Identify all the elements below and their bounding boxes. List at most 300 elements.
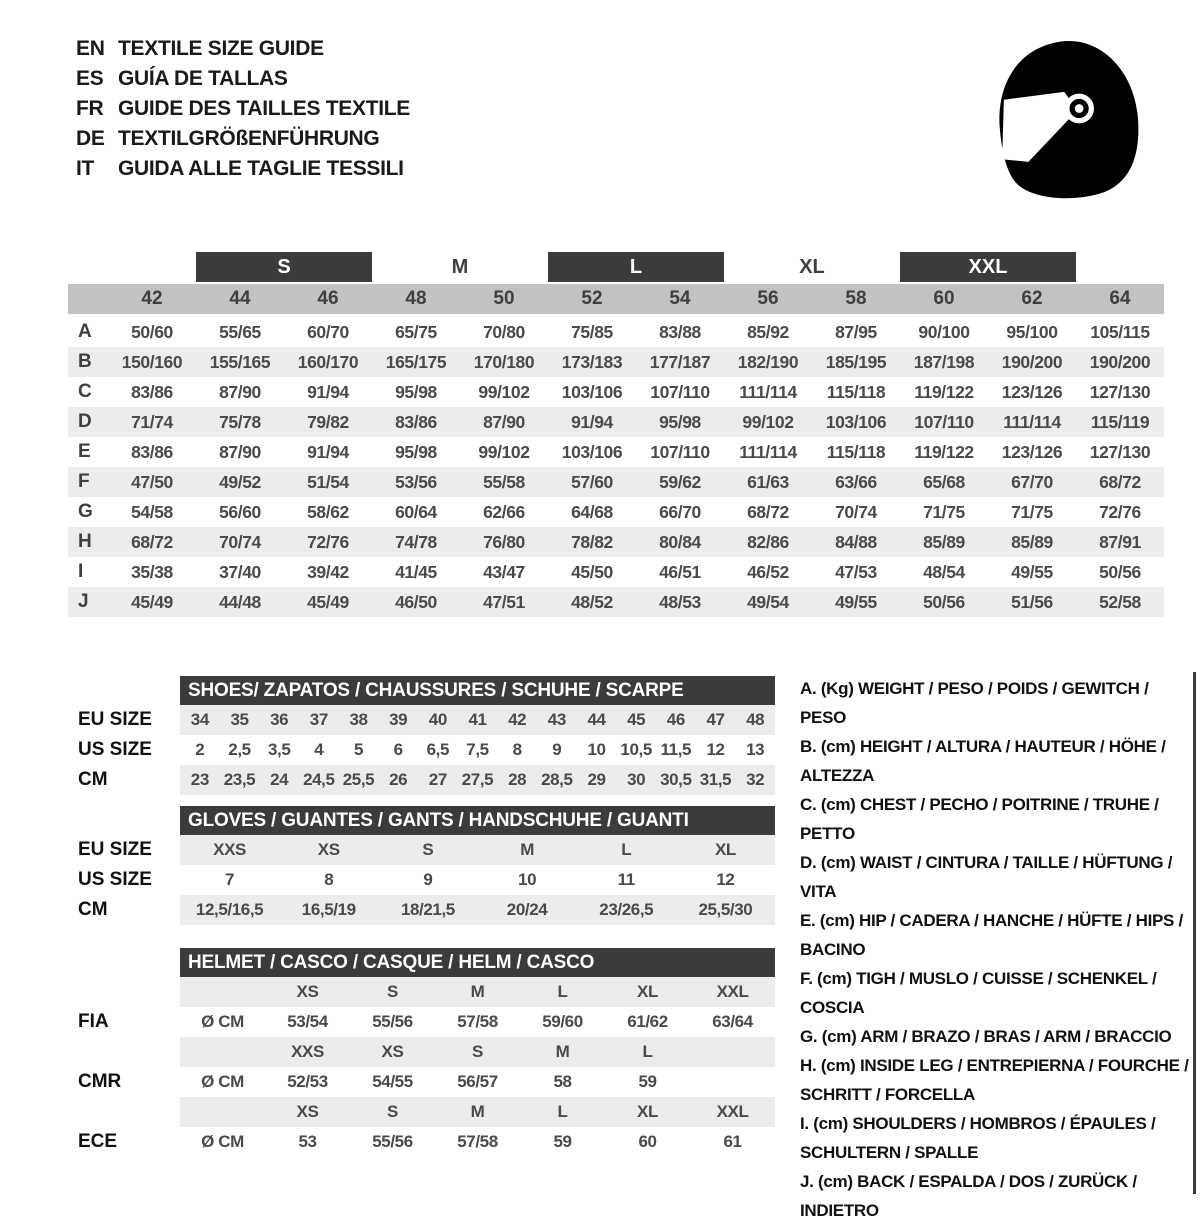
measurement-value-cell: 48/53 xyxy=(659,592,701,612)
gloves-table-body xyxy=(68,835,775,925)
measurement-value-cell: 46/50 xyxy=(395,592,437,612)
measurement-value-cell: 85/92 xyxy=(747,322,789,342)
measurement-value-cell: 70/80 xyxy=(483,322,525,342)
shoe-size-cell: 45 xyxy=(616,705,656,735)
language-code: EN xyxy=(76,37,105,60)
shoe-size-cell: 41 xyxy=(458,705,498,735)
guide-title: GUIDE DES TAILLES TEXTILE xyxy=(118,97,410,120)
table-row xyxy=(68,1097,775,1127)
helmet-size-cell: L xyxy=(520,1097,605,1127)
helmet-size-table xyxy=(68,948,775,1157)
measurement-row-key: J xyxy=(78,591,89,612)
table-row xyxy=(68,1067,775,1097)
standard-label xyxy=(68,1037,180,1067)
measurement-value-cell: 83/86 xyxy=(395,412,437,432)
measurement-value-cell: 50/60 xyxy=(131,322,173,342)
size-group-label: S xyxy=(196,252,372,282)
shoe-size-cell: 23,5 xyxy=(220,765,260,795)
glove-size-cell: XS xyxy=(279,835,378,865)
measurement-value-cell: 187/198 xyxy=(913,352,975,372)
shoe-size-cell: 47 xyxy=(696,705,736,735)
helmet-size-cell: XL xyxy=(605,1097,690,1127)
helmet-size-cell: 60 xyxy=(638,1132,657,1151)
helmet-size-cell xyxy=(690,1037,775,1067)
table-row xyxy=(68,765,775,795)
glove-size-cell: 18/21,5 xyxy=(378,895,477,925)
size-group-label: XL xyxy=(799,255,825,278)
table-row xyxy=(68,1037,775,1067)
row-label: CM xyxy=(78,769,108,790)
measurement-value-cell: 78/82 xyxy=(571,532,613,552)
helmet-size-cell xyxy=(180,977,265,1007)
measurement-value-cell: 65/68 xyxy=(923,472,965,492)
measurement-value-cell: 99/102 xyxy=(478,382,530,402)
size-group-header-row xyxy=(68,252,1164,282)
measurement-row-key: C xyxy=(78,381,92,402)
shoe-size-cell: 32 xyxy=(735,765,775,795)
measurement-row-key: H xyxy=(78,531,92,552)
helmet-size-cell xyxy=(180,1037,265,1067)
shoe-size-cell: 24,5 xyxy=(299,765,339,795)
measurement-value-cell: 111/114 xyxy=(739,382,797,402)
shoe-size-cell: 24 xyxy=(259,765,299,795)
shoe-size-cell: 36 xyxy=(259,705,299,735)
shoe-size-cell: 43 xyxy=(537,705,577,735)
helmet-size-cell: 59/60 xyxy=(542,1012,583,1031)
measurement-row-key: I xyxy=(78,561,84,582)
measurement-value-cell: 45/49 xyxy=(307,592,349,612)
measurement-value-cell: 95/98 xyxy=(659,412,701,432)
measurement-value-cell: 190/200 xyxy=(1001,352,1063,372)
helmet-size-cell: S xyxy=(350,1097,435,1127)
shoe-size-cell: 9 xyxy=(552,740,562,759)
measurement-value-cell: 53/56 xyxy=(395,472,437,492)
measurement-value-cell: 165/175 xyxy=(385,352,447,372)
legend-entry: I. (cm) SHOULDERS / HOMBROS / ÉPAULES / SCHULTERN / SPALLE xyxy=(800,1114,1156,1162)
shoe-size-cell: 46 xyxy=(656,705,696,735)
helmet-size-cell: 56/57 xyxy=(457,1072,498,1091)
helmet-size-cell: 55/56 xyxy=(372,1012,413,1031)
measurement-value-cell: 60/64 xyxy=(395,502,437,522)
helmet-table-title: HELMET / CASCO / CASQUE / HELM / CASCO xyxy=(180,948,775,977)
measurement-value-cell: 91/94 xyxy=(307,442,349,462)
helmet-size-cell: L xyxy=(605,1037,690,1067)
measurement-value-cell: 72/76 xyxy=(307,532,349,552)
shoe-size-cell: 5 xyxy=(353,740,364,759)
measurement-value-cell: 64/68 xyxy=(571,502,613,522)
numeric-size-label: 58 xyxy=(845,288,867,309)
measurement-value-cell: 103/106 xyxy=(825,412,887,432)
measurement-value-cell: 71/75 xyxy=(923,502,965,522)
measurement-value-cell: 190/200 xyxy=(1089,352,1151,372)
shoe-size-cell: 8 xyxy=(512,740,522,759)
shoe-size-cell: 23 xyxy=(180,765,220,795)
helmet-size-cell: 61 xyxy=(723,1132,742,1151)
measurement-value-cell: 87/90 xyxy=(219,382,261,402)
measurement-value-cell: 68/72 xyxy=(747,502,789,522)
measurement-value-cell: 83/86 xyxy=(131,442,173,462)
measurement-value-cell: 49/54 xyxy=(747,592,789,612)
measurement-value-cell: 70/74 xyxy=(835,502,877,522)
measurement-value-cell: 65/75 xyxy=(395,322,437,342)
measurement-value-cell: 50/56 xyxy=(923,592,965,612)
legend-entry: G. (cm) ARM / BRAZO / BRAS / ARM / BRACCIO xyxy=(800,1027,1172,1046)
helmet-size-cell: Ø CM xyxy=(201,1012,244,1031)
shoe-size-cell: 38 xyxy=(339,705,379,735)
shoe-size-cell: 3,5 xyxy=(267,740,291,759)
numeric-size-label: 60 xyxy=(933,288,955,309)
measurement-value-cell: 185/195 xyxy=(825,352,887,372)
measurement-value-cell: 51/56 xyxy=(1011,592,1053,612)
measurement-value-cell: 75/78 xyxy=(219,412,261,432)
helmet-size-cell: 54/55 xyxy=(372,1072,413,1091)
shoe-size-cell: 34 xyxy=(180,705,220,735)
table-row xyxy=(68,835,775,865)
glove-size-cell: 20/24 xyxy=(477,895,576,925)
helmet-size-cell: 58 xyxy=(553,1072,572,1091)
measurement-value-cell: 119/122 xyxy=(914,442,974,462)
shoe-size-cell: 26 xyxy=(378,765,418,795)
measurement-value-cell: 45/50 xyxy=(571,562,613,582)
measurement-value-cell: 84/88 xyxy=(835,532,877,552)
helmet-size-cell: XL xyxy=(605,977,690,1007)
measurement-value-cell: 150/160 xyxy=(121,352,183,372)
measurement-value-cell: 95/98 xyxy=(395,382,437,402)
glove-size-cell: 25,5/30 xyxy=(676,895,775,925)
measurement-value-cell: 107/110 xyxy=(650,442,710,462)
table-row xyxy=(68,347,1164,377)
shoe-size-cell: 12 xyxy=(706,740,725,759)
shoe-size-cell: 28 xyxy=(497,765,537,795)
measurement-value-cell: 37/40 xyxy=(219,562,261,582)
table-row xyxy=(68,587,1164,617)
shoe-size-cell: 27,5 xyxy=(458,765,498,795)
measurement-value-cell: 51/54 xyxy=(307,472,349,492)
measurement-value-cell: 50/56 xyxy=(1099,562,1141,582)
language-title-row xyxy=(76,154,410,184)
table-row xyxy=(68,377,1164,407)
row-label: EU SIZE xyxy=(78,709,152,730)
shoe-size-cell: 37 xyxy=(299,705,339,735)
legend-entry: B. (cm) HEIGHT / ALTURA / HAUTEUR / HÖHE / ALTEZZA xyxy=(800,737,1166,785)
measurement-value-cell: 55/58 xyxy=(483,472,525,492)
glove-size-cell: 9 xyxy=(423,870,433,889)
measurement-value-cell: 66/70 xyxy=(659,502,701,522)
measurement-value-cell: 48/52 xyxy=(571,592,613,612)
measurement-row-key: A xyxy=(78,321,92,342)
glove-size-cell: XL xyxy=(676,835,775,865)
guide-title: GUIDA ALLE TAGLIE TESSILI xyxy=(118,157,404,180)
measurement-value-cell: 95/100 xyxy=(1006,322,1058,342)
language-title-row xyxy=(76,94,410,124)
shoes-table-title: SHOES/ ZAPATOS / CHAUSSURES / SCHUHE / SCARPE xyxy=(180,676,775,705)
numeric-size-label: 46 xyxy=(317,288,339,309)
glove-size-cell: 8 xyxy=(324,870,334,889)
table-row xyxy=(68,977,775,1007)
shoe-size-cell: 42 xyxy=(497,705,537,735)
language-title-row xyxy=(76,124,410,154)
shoes-table-body xyxy=(68,705,775,795)
glove-size-cell: 12,5/16,5 xyxy=(180,895,279,925)
legend-entry: D. (cm) WAIST / CINTURA / TAILLE / HÜFTUNG / VITA xyxy=(800,853,1173,901)
row-label: CM xyxy=(78,899,108,920)
measurement-value-cell: 68/72 xyxy=(131,532,173,552)
measurement-value-cell: 91/94 xyxy=(571,412,613,432)
legend-entry: A. (Kg) WEIGHT / PESO / POIDS / GEWITCH / PESO xyxy=(800,679,1149,727)
table-row xyxy=(68,895,775,925)
measurement-value-cell: 58/62 xyxy=(307,502,349,522)
shoe-size-cell: 2,5 xyxy=(228,740,251,759)
standard-label: CMR xyxy=(78,1071,122,1092)
size-table-body xyxy=(68,317,1164,617)
helmet-size-cell: Ø CM xyxy=(201,1132,244,1151)
helmet-size-cell xyxy=(180,1097,265,1127)
helmet-size-cell: XS xyxy=(265,977,350,1007)
glove-size-cell: 12 xyxy=(716,870,735,889)
helmet-size-cell: 61/62 xyxy=(627,1012,668,1031)
shoes-size-table xyxy=(68,676,775,795)
helmet-size-cell: S xyxy=(435,1037,520,1067)
glove-size-cell: 11 xyxy=(617,870,635,889)
measurement-value-cell: 62/66 xyxy=(483,502,525,522)
table-row xyxy=(68,1007,775,1037)
measurement-value-cell: 67/70 xyxy=(1011,472,1053,492)
measurement-value-cell: 107/110 xyxy=(650,382,710,402)
measurement-value-cell: 155/165 xyxy=(209,352,271,372)
measurement-row-key: D xyxy=(78,411,92,432)
language-title-row xyxy=(76,34,410,64)
standard-label: ECE xyxy=(78,1131,118,1152)
shoe-size-cell: 39 xyxy=(378,705,418,735)
helmet-size-cell: M xyxy=(435,977,520,1007)
measurement-value-cell: 90/100 xyxy=(918,322,970,342)
measurement-value-cell: 173/183 xyxy=(561,352,623,372)
table-row xyxy=(68,735,775,765)
racing-helmet-icon xyxy=(975,28,1150,203)
shoe-size-cell: 29 xyxy=(577,765,617,795)
measurement-value-cell: 82/86 xyxy=(747,532,789,552)
shoe-size-cell: 10,5 xyxy=(620,740,652,759)
measurement-value-cell: 76/80 xyxy=(483,532,525,552)
measurement-value-cell: 177/187 xyxy=(649,352,711,372)
shoe-size-cell: 7,5 xyxy=(466,740,489,759)
helmet-size-cell: 52/53 xyxy=(287,1072,328,1091)
measurement-value-cell: 46/51 xyxy=(659,562,701,582)
guide-title: TEXTILGRÖßENFÜHRUNG xyxy=(118,127,380,150)
table-row xyxy=(68,317,1164,347)
legend-entry: J. (cm) BACK / ESPALDA / DOS / ZURÜCK / INDIETRO xyxy=(800,1172,1137,1220)
measurement-value-cell: 59/62 xyxy=(659,472,701,492)
measurement-value-cell: 182/190 xyxy=(737,352,799,372)
measurement-value-cell: 47/53 xyxy=(835,562,877,582)
measurement-row-key: E xyxy=(78,441,91,462)
helmet-size-cell: 63/64 xyxy=(712,1012,753,1031)
measurement-legend xyxy=(800,674,1198,1225)
measurement-value-cell: 70/74 xyxy=(219,532,261,552)
measurement-value-cell: 127/130 xyxy=(1089,442,1151,462)
helmet-size-cell: XS xyxy=(265,1097,350,1127)
table-row xyxy=(68,527,1164,557)
helmet-size-cell: 59 xyxy=(638,1072,657,1091)
language-code: DE xyxy=(76,127,105,150)
measurement-value-cell: 87/95 xyxy=(835,322,877,342)
helmet-size-cell: 57/58 xyxy=(457,1132,498,1151)
shoe-size-cell: 25,5 xyxy=(339,765,379,795)
row-label: EU SIZE xyxy=(78,839,152,860)
language-code: IT xyxy=(76,157,95,180)
helmet-size-cell: 59 xyxy=(553,1132,572,1151)
measurement-value-cell: 43/47 xyxy=(483,562,525,582)
measurement-value-cell: 87/90 xyxy=(219,442,261,462)
numeric-size-label: 54 xyxy=(669,288,691,309)
measurement-value-cell: 35/38 xyxy=(131,562,173,582)
language-title-list xyxy=(76,34,410,184)
measurement-value-cell: 107/110 xyxy=(914,412,974,432)
measurement-value-cell: 74/78 xyxy=(395,532,437,552)
helmet-size-cell: XXS xyxy=(265,1037,350,1067)
shoe-size-cell: 27 xyxy=(418,765,458,795)
measurement-value-cell: 83/88 xyxy=(659,322,701,342)
measurement-value-cell: 99/102 xyxy=(742,412,794,432)
measurement-value-cell: 123/126 xyxy=(1001,382,1063,402)
measurement-value-cell: 87/91 xyxy=(1099,532,1141,552)
measurement-value-cell: 160/170 xyxy=(297,352,359,372)
helmet-size-cell: 53 xyxy=(298,1132,317,1151)
numeric-size-label: 56 xyxy=(757,288,779,309)
legend-entry: C. (cm) CHEST / PECHO / POITRINE / TRUHE / PETTO xyxy=(800,795,1159,843)
measurement-row-key: B xyxy=(78,351,92,372)
helmet-table-body xyxy=(68,977,775,1157)
measurement-value-cell: 103/106 xyxy=(561,442,623,462)
helmet-size-cell: 53/54 xyxy=(287,1012,328,1031)
measurement-value-cell: 87/90 xyxy=(483,412,525,432)
helmet-size-cell: 55/56 xyxy=(372,1132,413,1151)
helmet-size-cell: Ø CM xyxy=(201,1072,244,1091)
table-row xyxy=(68,497,1164,527)
measurement-value-cell: 127/130 xyxy=(1089,382,1151,402)
measurement-row-key: G xyxy=(78,501,93,522)
language-code: FR xyxy=(76,97,104,120)
measurement-value-cell: 55/65 xyxy=(219,322,261,342)
measurement-value-cell: 111/114 xyxy=(1003,412,1061,432)
gloves-size-table xyxy=(68,806,775,925)
size-group-label: M xyxy=(451,255,469,278)
table-row xyxy=(68,865,775,895)
helmet-size-cell: S xyxy=(350,977,435,1007)
size-group-label: L xyxy=(548,252,724,282)
shoe-size-cell: 10 xyxy=(587,740,606,759)
numeric-size-label: 64 xyxy=(1109,288,1131,309)
measurement-value-cell: 68/72 xyxy=(1099,472,1141,492)
row-label: US SIZE xyxy=(78,869,152,890)
gloves-table-title: GLOVES / GUANTES / GANTS / HANDSCHUHE / GUANTI xyxy=(180,806,775,835)
guide-title: GUÍA DE TALLAS xyxy=(118,67,288,90)
measurement-value-cell: 46/52 xyxy=(747,562,789,582)
helmet-size-cell: L xyxy=(520,977,605,1007)
glove-size-cell: 7 xyxy=(225,870,235,889)
table-row xyxy=(68,467,1164,497)
shoe-size-cell: 6,5 xyxy=(426,740,450,759)
row-label: US SIZE xyxy=(78,739,152,760)
helmet-size-cell: XXL xyxy=(690,1097,775,1127)
measurement-value-cell: 45/49 xyxy=(131,592,173,612)
measurement-value-cell: 61/63 xyxy=(747,472,789,492)
page-edge-line xyxy=(1193,672,1196,1194)
measurement-value-cell: 103/106 xyxy=(561,382,623,402)
shoe-size-cell: 30 xyxy=(616,765,656,795)
shoe-size-cell: 28,5 xyxy=(537,765,577,795)
helmet-size-cell xyxy=(690,1067,775,1097)
numeric-size-label: 50 xyxy=(493,288,515,309)
measurement-value-cell: 85/89 xyxy=(1011,532,1053,552)
helmet-size-cell: M xyxy=(520,1037,605,1067)
measurement-value-cell: 75/85 xyxy=(571,322,613,342)
numeric-size-header-row xyxy=(68,284,1164,314)
measurement-value-cell: 54/58 xyxy=(131,502,173,522)
measurement-value-cell: 47/50 xyxy=(131,472,173,492)
measurement-value-cell: 71/74 xyxy=(131,412,173,432)
guide-title: TEXTILE SIZE GUIDE xyxy=(118,37,324,60)
measurement-value-cell: 49/55 xyxy=(835,592,877,612)
measurement-value-cell: 119/122 xyxy=(914,382,974,402)
measurement-value-cell: 123/126 xyxy=(1001,442,1063,462)
helmet-size-cell: XS xyxy=(350,1037,435,1067)
standard-label xyxy=(68,977,180,1007)
measurement-value-cell: 48/54 xyxy=(923,562,965,582)
size-group-label: XXL xyxy=(900,252,1076,282)
table-row xyxy=(68,705,775,735)
measurement-value-cell: 99/102 xyxy=(478,442,530,462)
measurement-value-cell: 85/89 xyxy=(923,532,965,552)
numeric-size-label: 62 xyxy=(1021,288,1043,309)
shoe-size-cell: 31,5 xyxy=(696,765,736,795)
shoe-size-cell: 40 xyxy=(418,705,458,735)
textile-size-table xyxy=(68,252,1164,617)
numeric-size-label: 48 xyxy=(405,288,427,309)
glove-size-cell: L xyxy=(577,835,676,865)
measurement-value-cell: 71/75 xyxy=(1011,502,1053,522)
numeric-size-label: 52 xyxy=(581,288,603,309)
shoe-size-cell: 11,5 xyxy=(660,740,692,759)
measurement-value-cell: 72/76 xyxy=(1099,502,1141,522)
measurement-value-cell: 47/51 xyxy=(483,592,525,612)
table-row xyxy=(68,1127,775,1157)
measurement-value-cell: 83/86 xyxy=(131,382,173,402)
numeric-size-label: 44 xyxy=(229,288,251,309)
standard-label xyxy=(68,1097,180,1127)
helmet-size-cell: XXL xyxy=(690,977,775,1007)
legend-entry: E. (cm) HIP / CADERA / HANCHE / HÜFTE / HIPS / BACINO xyxy=(800,911,1183,959)
glove-size-cell: M xyxy=(477,835,576,865)
measurement-value-cell: 115/118 xyxy=(826,442,886,462)
measurement-value-cell: 56/60 xyxy=(219,502,261,522)
helmet-size-cell: M xyxy=(435,1097,520,1127)
language-code: ES xyxy=(76,67,104,90)
helmet-size-cell: 57/58 xyxy=(457,1012,498,1031)
measurement-value-cell: 60/70 xyxy=(307,322,349,342)
measurement-value-cell: 52/58 xyxy=(1099,592,1141,612)
glove-size-cell: 10 xyxy=(518,870,537,889)
measurement-value-cell: 105/115 xyxy=(1090,322,1150,342)
shoe-size-cell: 4 xyxy=(314,740,324,759)
measurement-value-cell: 49/52 xyxy=(219,472,261,492)
measurement-value-cell: 44/48 xyxy=(219,592,261,612)
numeric-size-label: 42 xyxy=(141,288,163,309)
measurement-value-cell: 111/114 xyxy=(739,442,797,462)
measurement-value-cell: 170/180 xyxy=(473,352,535,372)
measurement-value-cell: 80/84 xyxy=(659,532,701,552)
corner-spacer xyxy=(68,284,108,314)
